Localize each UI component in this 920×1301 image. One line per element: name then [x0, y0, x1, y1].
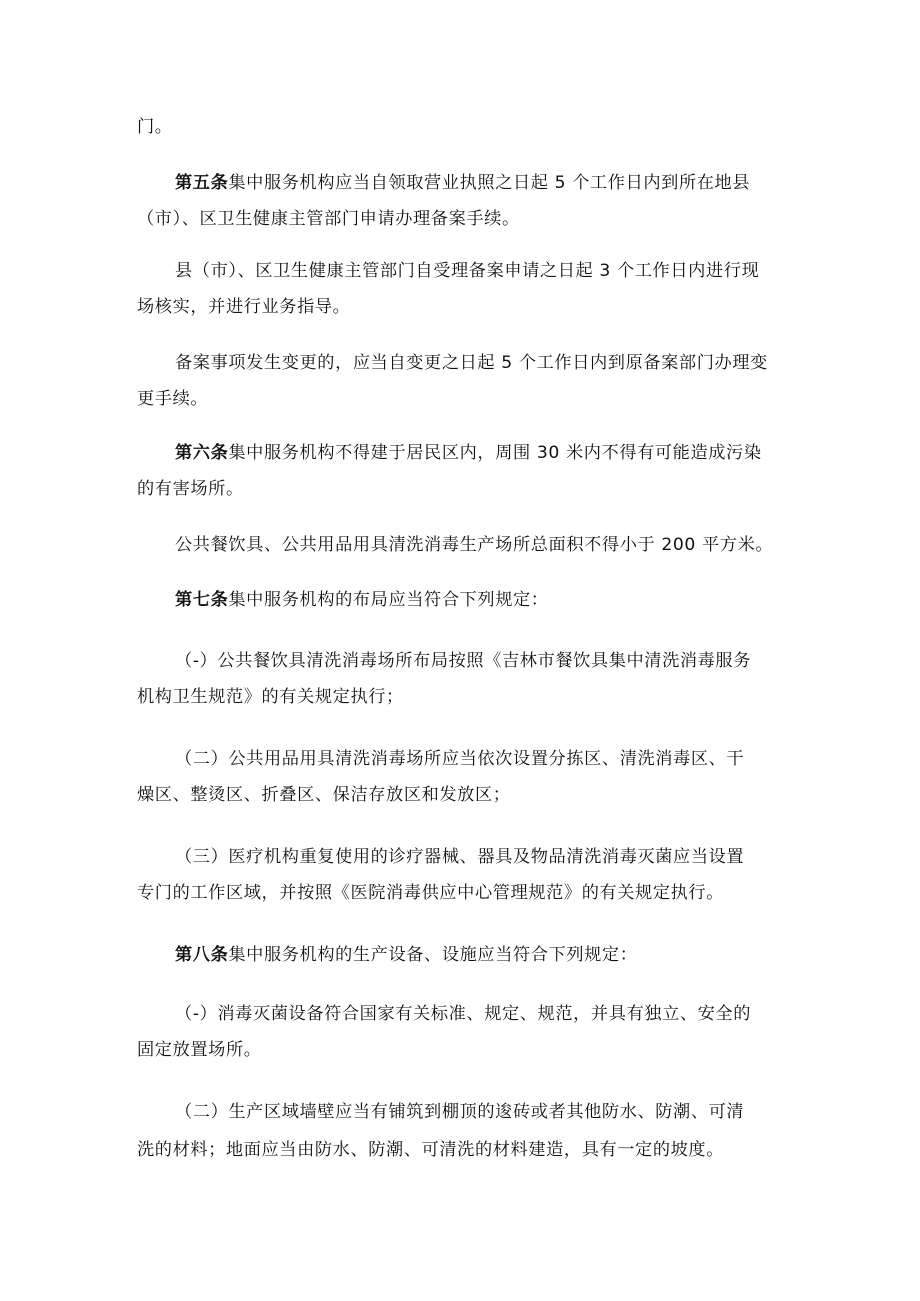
- paragraph-5b-line-2: 场核实，并进行业务指导。: [137, 297, 351, 317]
- article-5-text: 集中服务机构应当自领取营业执照之日起 5 个工作日内到所在地县: [228, 173, 751, 193]
- item-7-2-line-1: （二）公共用品用具清洗消毒场所应当依次设置分拣区、清洗消毒区、干: [175, 749, 745, 769]
- article-5-heading: 第五条: [175, 173, 229, 193]
- article-6-heading: 第六条: [175, 443, 229, 463]
- article-7-line-1: [175, 588, 549, 612]
- article-8-heading: 第八条: [175, 945, 229, 965]
- continued-line: 门。: [137, 117, 173, 137]
- paragraph-5c-line-2: 更手续。: [137, 389, 209, 409]
- item-8-1-line-2: 固定放置场所。: [137, 1040, 262, 1060]
- item-7-1-line-1: （-）公共餐饮具清洗消毒场所布局按照《吉林市餐饮具集中清洗消毒服务: [175, 651, 752, 671]
- article-7-heading: 第七条: [175, 590, 229, 610]
- item-8-1-line-1: （-）消毒灭菌设备符合国家有关标准、规定、规范，并具有独立、安全的: [175, 1004, 752, 1024]
- article-7-text: 集中服务机构的布局应当符合下列规定：: [228, 590, 549, 610]
- article-5-line-1: [175, 171, 750, 195]
- item-7-1-line-2: 机构卫生规范》的有关规定执行；: [137, 687, 404, 707]
- paragraph-5b-line-1: 县（市）、区卫生健康主管部门自受理备案申请之日起 3 个工作日内进行现: [175, 261, 760, 281]
- paragraph-5c-line-1: 备案事项发生变更的，应当自变更之日起 5 个工作日内到原备案部门办理变: [175, 353, 768, 373]
- item-7-2-line-2: 燥区、整烫区、折叠区、保洁存放区和发放区；: [137, 785, 511, 805]
- paragraph-6b-line-1: 公共餐饮具、公共用品用具清洗消毒生产场所总面积不得小于 200 平方米。: [175, 535, 774, 555]
- item-8-2-line-1: （二）生产区域墙壁应当有铺筑到棚顶的逡砖或者其他防水、防潮、可清: [175, 1102, 745, 1122]
- article-6-text: 集中服务机构不得建于居民区内，周围 30 米内不得有可能造成污染: [228, 443, 762, 463]
- article-8-line-1: [175, 943, 638, 967]
- article-5-line-2: （市）、区卫生健康主管部门申请办理备案手续。: [137, 209, 520, 229]
- article-8-text: 集中服务机构的生产设备、设施应当符合下列规定：: [228, 945, 638, 965]
- item-7-3-line-1: （三）医疗机构重复使用的诊疗器械、器具及物品清洗消毒灭菌应当设置: [175, 847, 745, 867]
- item-7-3-line-2: 专门的工作区域，并按照《医院消毒供应中心管理规范》的有关规定执行。: [137, 883, 724, 903]
- article-6-line-1: [175, 441, 762, 465]
- article-6-line-2: 的有害场所。: [137, 479, 244, 499]
- item-8-2-line-2: 洗的材料；地面应当由防水、防潮、可清洗的材料建造，具有一定的坡度。: [137, 1140, 724, 1160]
